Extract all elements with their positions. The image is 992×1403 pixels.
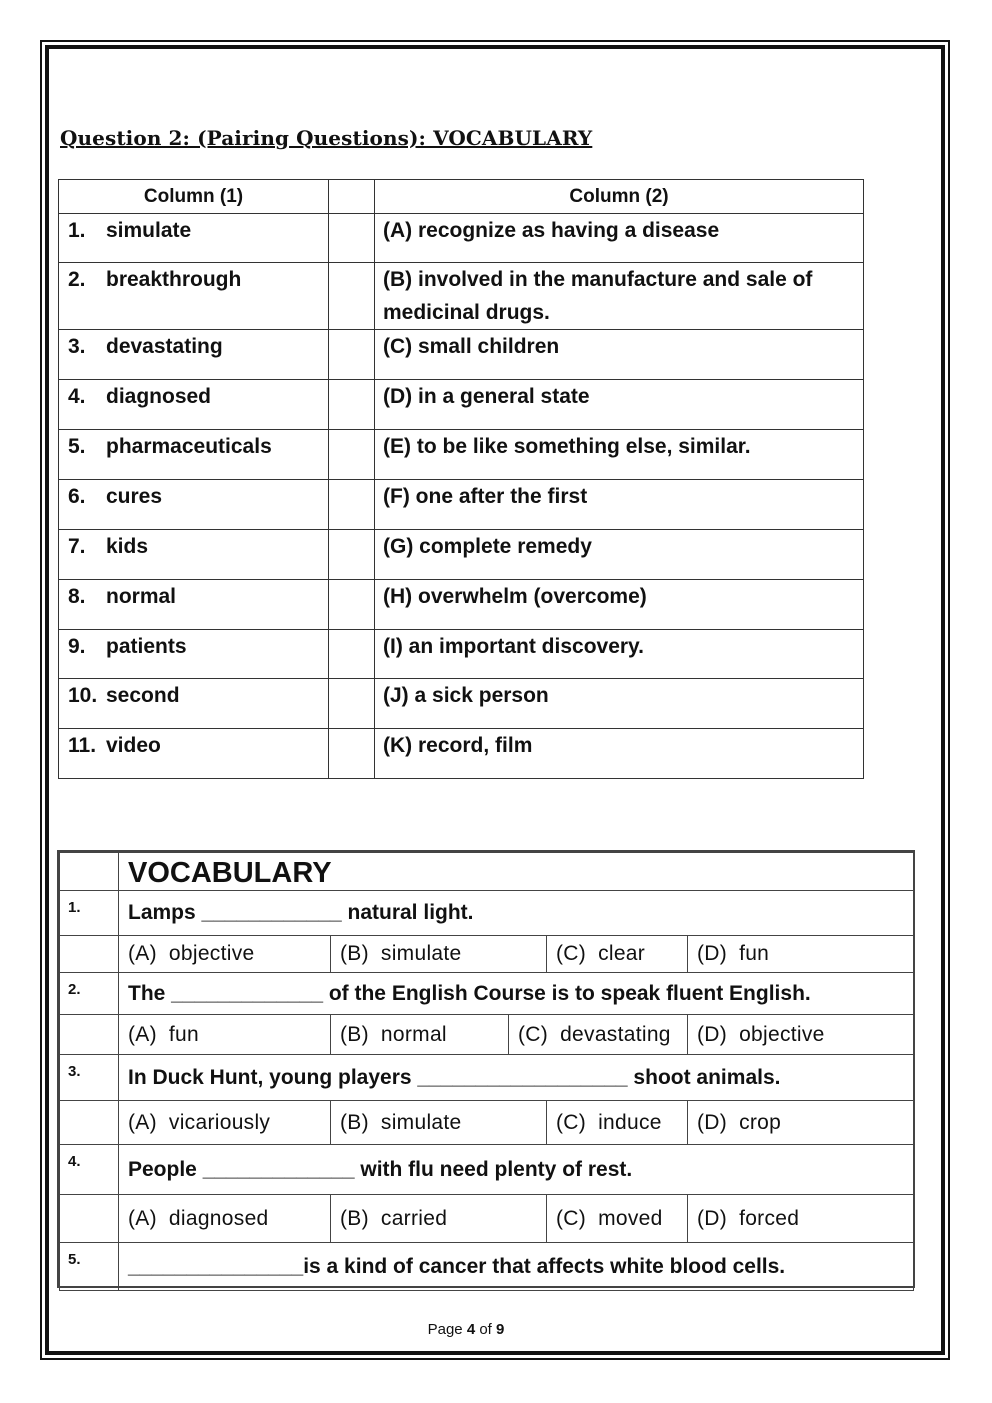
answer-blank-cell[interactable] — [329, 630, 375, 679]
column-2-item — [375, 380, 864, 430]
item-number: 7. — [68, 535, 86, 558]
item-meaning: to be like something else, similar. — [416, 435, 751, 458]
option-choice[interactable] — [547, 1101, 688, 1145]
question-number: 5. — [60, 1243, 119, 1291]
pairing-row — [59, 480, 864, 530]
option-text: objective — [168, 942, 255, 965]
options-num-cell — [60, 936, 119, 973]
option-choice[interactable] — [119, 1195, 331, 1243]
item-word: pharmaceuticals — [106, 435, 272, 458]
answer-blank-cell[interactable] — [329, 380, 375, 430]
item-meaning: in a general state — [418, 385, 590, 408]
column-2-item — [375, 729, 864, 779]
item-meaning: small children — [418, 335, 560, 358]
options-row — [60, 1101, 914, 1145]
item-letter: (H) — [383, 585, 413, 608]
question-number: 4. — [60, 1145, 119, 1195]
column-2-item — [375, 630, 864, 679]
option-letter: (D) — [697, 1110, 728, 1134]
item-letter: (D) — [383, 385, 413, 408]
item-letter: (B) — [383, 268, 413, 291]
option-text: clear — [598, 942, 646, 965]
item-letter: (A) — [383, 219, 413, 242]
options-num-cell — [60, 1015, 119, 1055]
option-text: forced — [739, 1206, 800, 1230]
pairing-row — [59, 630, 864, 679]
question-number: 3. — [60, 1055, 119, 1101]
pairing-row — [59, 580, 864, 630]
item-word: diagnosed — [106, 385, 212, 408]
vocabulary-mcq-table — [59, 852, 914, 1291]
item-number: 2. — [68, 268, 86, 291]
column-2-item — [375, 580, 864, 630]
option-letter: (C) — [556, 1206, 587, 1230]
item-number: 11. — [68, 734, 97, 757]
pairing-row — [59, 430, 864, 480]
answer-blank-cell[interactable] — [329, 729, 375, 779]
pairing-row — [59, 679, 864, 729]
page-footer — [0, 1321, 932, 1338]
question-title: Question 2: (Pairing Questions): VOCABULARY — [60, 126, 593, 150]
option-letter: (D) — [697, 942, 728, 965]
vocab-heading-row — [60, 853, 914, 891]
item-word: normal — [106, 585, 177, 608]
item-meaning: recognize as having a disease — [418, 219, 720, 242]
footer-prefix: Page — [427, 1321, 463, 1338]
footer-total: 9 — [496, 1321, 505, 1338]
option-choice[interactable] — [119, 936, 331, 973]
option-letter: (A) — [128, 1022, 157, 1046]
column-2-item — [375, 480, 864, 530]
option-text: moved — [598, 1206, 663, 1230]
options-row — [60, 1015, 914, 1055]
answer-blank-cell[interactable] — [329, 679, 375, 729]
pairing-row — [59, 263, 864, 330]
question-text: In Duck Hunt, young players __________________ shoot animals. — [119, 1055, 914, 1101]
option-text: fun — [739, 942, 770, 965]
option-choice[interactable] — [331, 1015, 509, 1055]
question-row — [60, 891, 914, 936]
option-text: fun — [168, 1022, 199, 1046]
option-choice[interactable] — [688, 936, 914, 973]
question-row — [60, 973, 914, 1015]
item-number: 4. — [68, 385, 86, 408]
option-choice[interactable] — [119, 1015, 331, 1055]
options-row — [60, 1195, 914, 1243]
item-letter: (E) — [383, 435, 411, 458]
pairing-row — [59, 380, 864, 430]
question-number: 1. — [60, 891, 119, 936]
pairing-table — [58, 179, 864, 779]
option-text: normal — [380, 1022, 447, 1046]
item-word: video — [106, 734, 161, 757]
column-2-item — [375, 679, 864, 729]
item-word: kids — [106, 535, 149, 558]
option-choice[interactable] — [119, 1101, 331, 1145]
footer-page: 4 — [466, 1321, 476, 1338]
option-text: vicariously — [168, 1110, 271, 1134]
item-meaning: overwhelm (overcome) — [418, 585, 647, 608]
heading-num-cell — [60, 853, 119, 891]
option-choice[interactable] — [688, 1015, 914, 1055]
column-1-item — [59, 580, 329, 630]
option-choice[interactable] — [688, 1101, 914, 1145]
column-1-item — [59, 430, 329, 480]
option-letter: (A) — [128, 1110, 157, 1134]
column-2-header: Column (2) — [375, 180, 864, 214]
item-meaning: record, film — [418, 734, 533, 757]
pairing-row — [59, 214, 864, 263]
item-meaning: a sick person — [414, 684, 549, 707]
column-1-item — [59, 263, 329, 330]
options-row — [60, 936, 914, 973]
option-choice[interactable] — [331, 936, 547, 973]
option-letter: (A) — [128, 1206, 157, 1230]
question-row — [60, 1243, 914, 1291]
column-1-item — [59, 679, 329, 729]
item-number: 3. — [68, 335, 86, 358]
question-text: People _____________ with flu need plenty of rest. — [119, 1145, 914, 1195]
answer-blank-cell[interactable] — [329, 263, 375, 330]
item-word: cures — [106, 485, 163, 508]
options-num-cell — [60, 1101, 119, 1145]
footer-of: of — [479, 1321, 492, 1338]
item-number: 6. — [68, 485, 86, 508]
item-word: devastating — [106, 335, 223, 358]
column-1-item — [59, 330, 329, 380]
item-word: breakthrough — [106, 268, 242, 291]
item-number: 1. — [68, 219, 86, 242]
answer-blank-cell[interactable] — [329, 214, 375, 263]
item-letter: (I) — [383, 635, 403, 658]
item-meaning: involved in the manufacture and sale of medicinal drugs. — [383, 268, 813, 324]
item-meaning: complete remedy — [419, 535, 592, 558]
option-letter: (C) — [518, 1022, 549, 1046]
item-word: patients — [106, 635, 187, 658]
option-letter: (A) — [128, 942, 157, 965]
column-2-item — [375, 530, 864, 580]
option-text: carried — [380, 1206, 448, 1230]
option-choice[interactable] — [688, 1195, 914, 1243]
question-row — [60, 1145, 914, 1195]
item-letter: (F) — [383, 485, 410, 508]
item-meaning: an important discovery. — [408, 635, 645, 658]
column-1-header: Column (1) — [59, 180, 329, 214]
column-2-item — [375, 330, 864, 380]
answer-blank-cell[interactable] — [329, 530, 375, 580]
column-1-item — [59, 729, 329, 779]
item-number: 5. — [68, 435, 86, 458]
pairing-row — [59, 330, 864, 380]
option-choice[interactable] — [331, 1101, 547, 1145]
question-text: _______________is a kind of cancer that affects white blood cells. — [119, 1243, 914, 1291]
column-1-item — [59, 480, 329, 530]
answer-blank-cell[interactable] — [329, 480, 375, 530]
option-letter: (B) — [340, 1022, 369, 1046]
option-letter: (D) — [697, 1022, 728, 1046]
pairing-row — [59, 530, 864, 580]
item-letter: (J) — [383, 684, 409, 707]
vocab-heading: VOCABULARY — [119, 853, 914, 891]
option-text: simulate — [380, 1110, 462, 1134]
pairing-row — [59, 729, 864, 779]
option-choice[interactable] — [331, 1195, 547, 1243]
option-text: simulate — [380, 942, 462, 965]
option-choice[interactable] — [547, 936, 688, 973]
item-letter: (G) — [383, 535, 414, 558]
item-number: 10. — [68, 684, 98, 707]
option-text: diagnosed — [168, 1206, 269, 1230]
column-2-item — [375, 430, 864, 480]
column-1-item — [59, 530, 329, 580]
option-letter: (B) — [340, 1206, 369, 1230]
item-number: 9. — [68, 635, 86, 658]
answer-column-header — [329, 180, 375, 214]
option-choice[interactable] — [509, 1015, 688, 1055]
item-letter: (C) — [383, 335, 413, 358]
option-letter: (D) — [697, 1206, 728, 1230]
column-1-item — [59, 630, 329, 679]
item-letter: (K) — [383, 734, 413, 757]
option-text: objective — [739, 1022, 825, 1046]
options-num-cell — [60, 1195, 119, 1243]
answer-blank-cell[interactable] — [329, 330, 375, 380]
column-2-item — [375, 214, 864, 263]
answer-blank-cell[interactable] — [329, 580, 375, 630]
pairing-header-row — [59, 180, 864, 214]
option-letter: (B) — [340, 1110, 369, 1134]
answer-blank-cell[interactable] — [329, 430, 375, 480]
item-number: 8. — [68, 585, 86, 608]
option-letter: (C) — [556, 942, 587, 965]
option-text: devastating — [560, 1022, 671, 1046]
question-text: Lamps ____________ natural light. — [119, 891, 914, 936]
question-text: The _____________ of the English Course is to speak fluent English. — [119, 973, 914, 1015]
question-row — [60, 1055, 914, 1101]
option-text: crop — [739, 1110, 782, 1134]
option-letter: (B) — [340, 942, 369, 965]
column-1-item — [59, 380, 329, 430]
column-2-item — [375, 263, 864, 330]
column-1-item — [59, 214, 329, 263]
option-letter: (C) — [556, 1110, 587, 1134]
question-number: 2. — [60, 973, 119, 1015]
option-choice[interactable] — [547, 1195, 688, 1243]
item-word: second — [106, 684, 180, 707]
option-text: induce — [598, 1110, 662, 1134]
item-meaning: one after the first — [415, 485, 588, 508]
item-word: simulate — [106, 219, 192, 242]
